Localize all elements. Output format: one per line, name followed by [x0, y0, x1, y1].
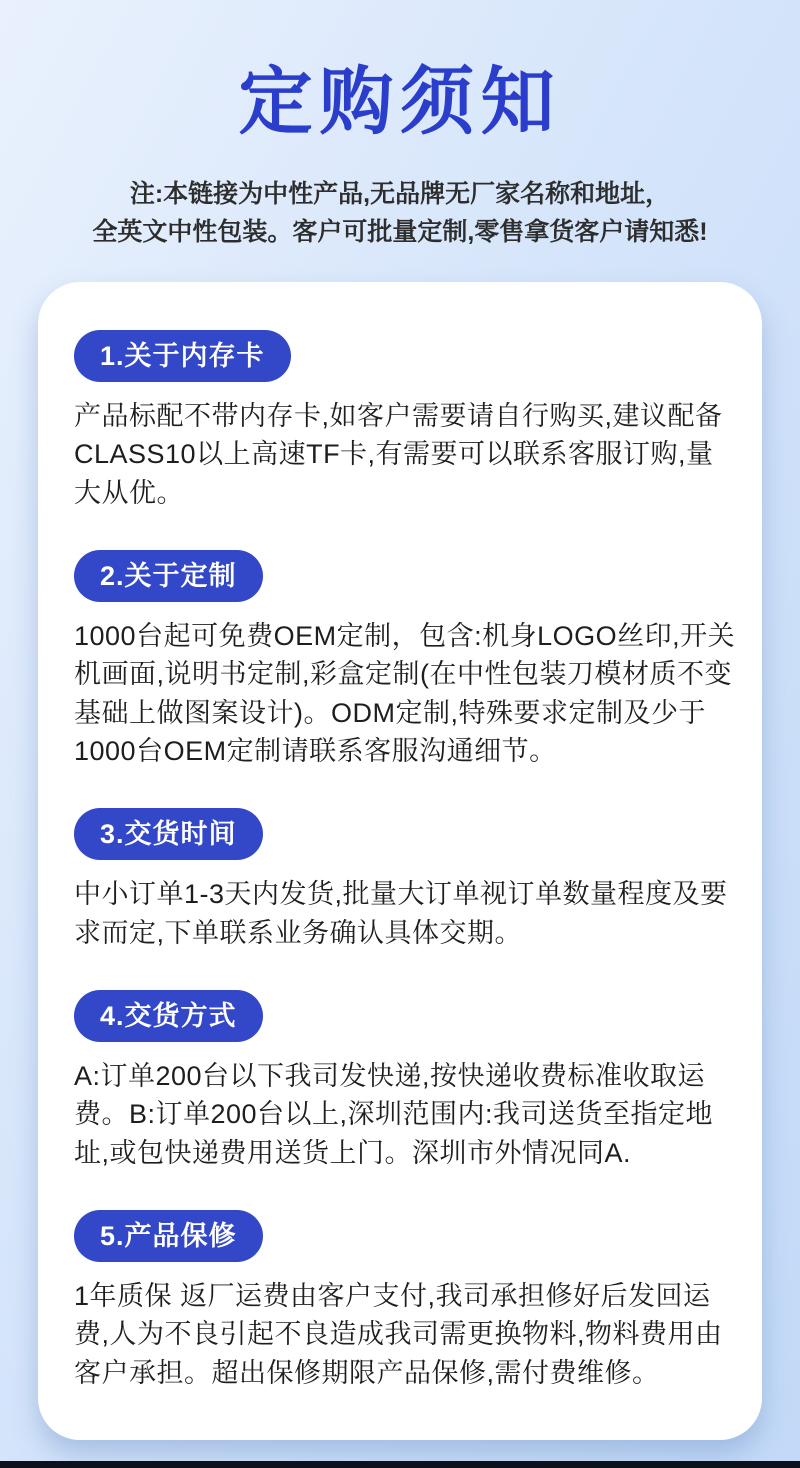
section-memory-card-body: 产品标配不带内存卡,如客户需要请自行购买,建议配备CLASS10以上高速TF卡,有需要可以联系客服订购,量大从优。	[74, 401, 723, 508]
section-warranty	[74, 1210, 740, 1392]
header-note	[0, 175, 800, 253]
section-customization-badge: 2.关于定制	[74, 550, 263, 602]
section-delivery-time	[74, 808, 740, 952]
section-customization	[74, 550, 740, 770]
header-note-line1: 注:本链接为中性产品,无品牌无厂家名称和地址，	[129, 179, 671, 208]
next-section-edge	[0, 1461, 800, 1468]
section-delivery-method	[74, 990, 740, 1172]
section-delivery-time-body: 中小订单1-3天内发货,批量大订单视订单数量程度及要求而定,下单联系业务确认具体交期。	[74, 879, 728, 948]
section-memory-card	[74, 330, 740, 512]
section-delivery-method-badge: 4.交货方式	[74, 990, 263, 1042]
section-warranty-body: 1年质保 返厂运费由客户支付,我司承担修好后发回运费,人为不良引起不良造成我司需更换物料,物料费用由客户承担。超出保修期限产品保修,需付费维修。	[74, 1280, 723, 1388]
notice-card	[38, 282, 762, 1440]
section-warranty-badge: 5.产品保修	[74, 1210, 263, 1262]
header-note-line2: 全英文中性包装。客户可批量定制,零售拿货客户请知悉!	[92, 218, 708, 247]
page-title: 定购须知	[238, 60, 562, 143]
section-customization-body: 1000台起可免费OEM定制，包含:机身LOGO丝印,开关机画面,说明书定制,彩盒定制(在中性包装刀模材质不变基础上做图案设计)。ODM定制,特殊要求定制及少于1000台OEM定制请联系客服沟通细节。	[74, 620, 736, 766]
section-memory-card-badge: 1.关于内存卡	[74, 330, 291, 382]
section-delivery-time-badge: 3.交货时间	[74, 808, 263, 860]
section-delivery-method-body: A:订单200台以下我司发快递,按快递收费标准收取运费。B:订单200台以上,深圳范围内:我司送货至指定地址,或包快递费用送货上门。深圳市外情况同A.	[74, 1060, 714, 1168]
